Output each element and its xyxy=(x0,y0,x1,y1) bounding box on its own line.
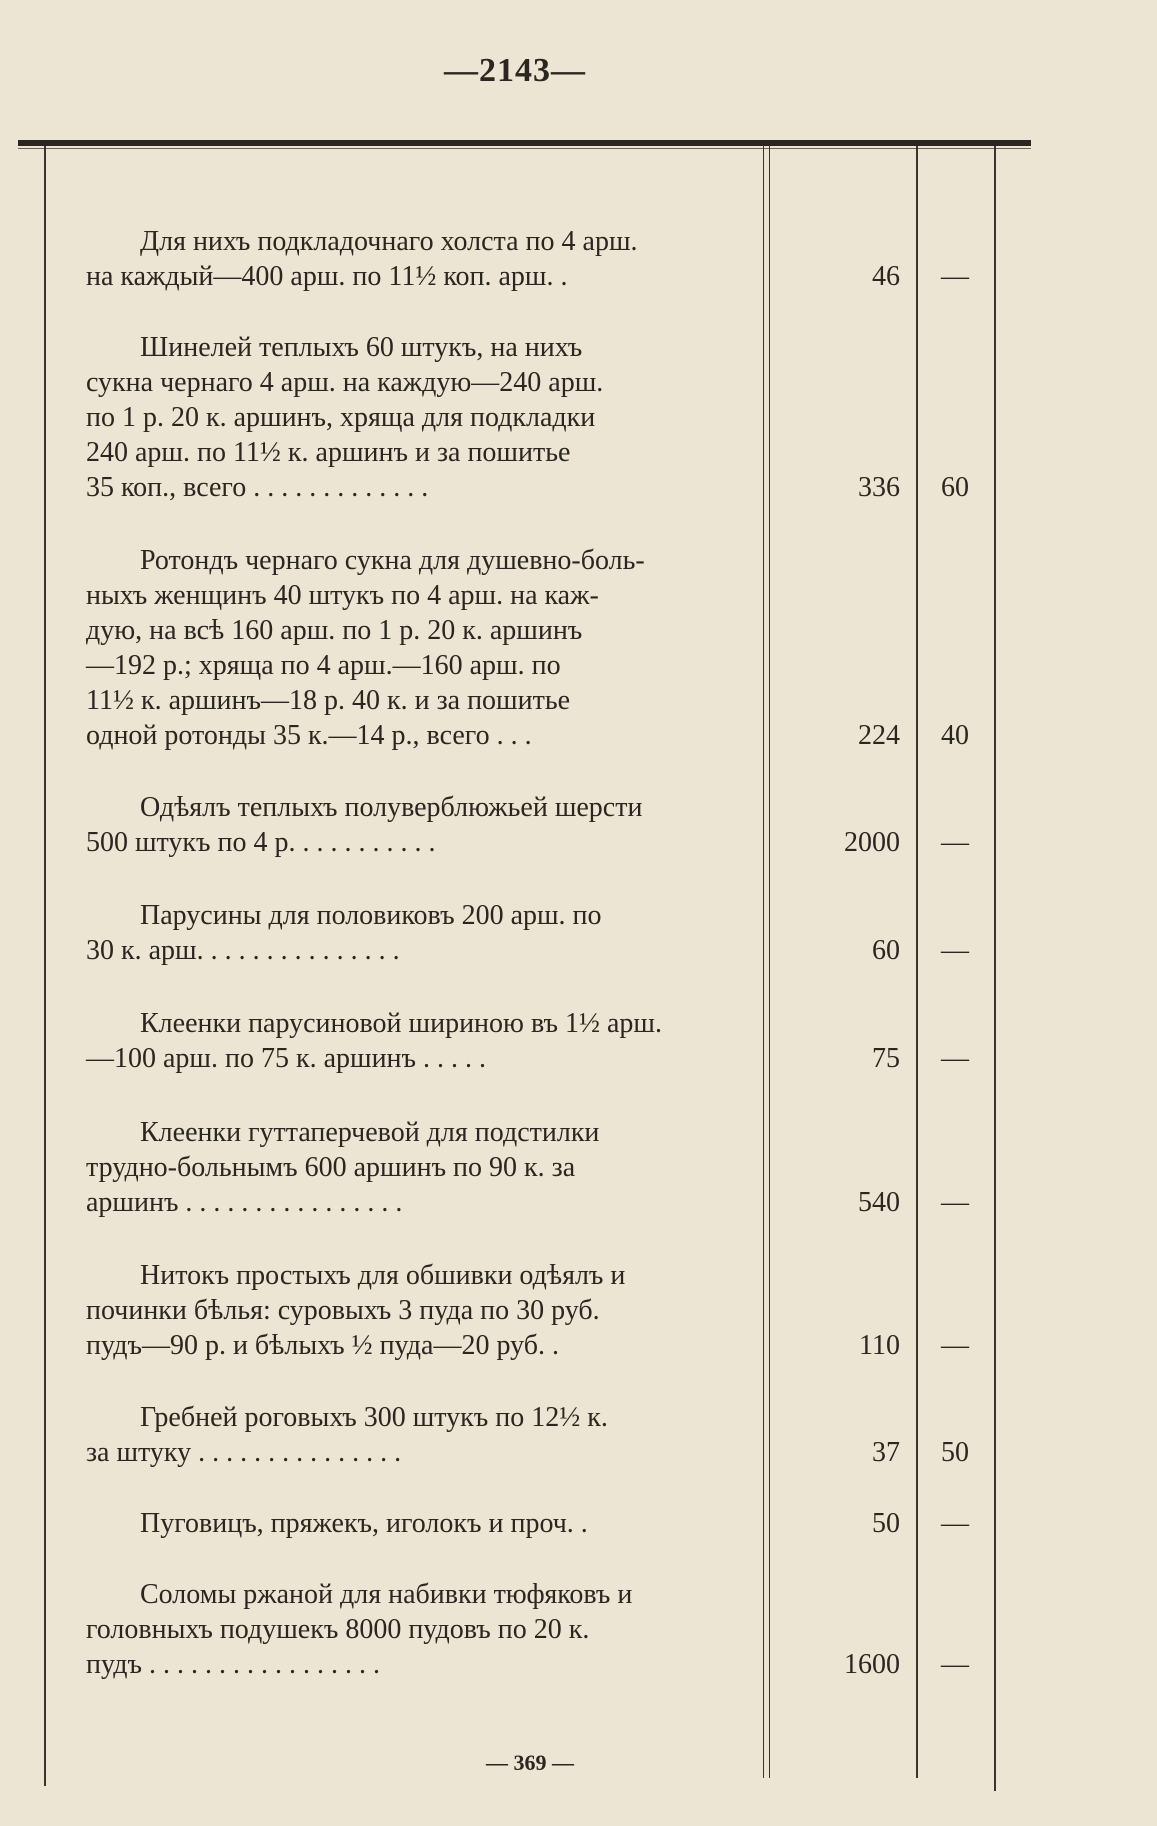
entry-line: головныхъ подушекъ 8000 пудовъ по 20 к. xyxy=(86,1614,590,1645)
entry-line: дую, на всѣ 160 арш. по 1 р. 20 к. аршинъ xyxy=(86,615,583,646)
entry-text xyxy=(86,1006,736,1076)
amount-kopecks: — xyxy=(941,1330,969,1361)
entry-line: по 1 р. 20 к. аршинъ, хряща для подкладки xyxy=(86,402,596,433)
left-border xyxy=(44,146,46,1786)
entry-text xyxy=(86,543,736,753)
entry-line: 500 штукъ по 4 р. . . . . . . . . . . xyxy=(86,827,436,858)
entry-line: Нитокъ простыхъ для обшивки одѣялъ и xyxy=(140,1260,626,1291)
amount-kopecks: — xyxy=(941,827,969,858)
entry-text xyxy=(86,1577,736,1682)
entry-line: починки бѣлья: суровыхъ 3 пуда по 30 руб. xyxy=(86,1295,600,1326)
top-rule xyxy=(18,140,1031,146)
entry-line: Парусины для половиковъ 200 арш. по xyxy=(140,900,602,931)
entry-line: Клеенки гуттаперчевой для подстилки xyxy=(140,1117,600,1148)
entry-line: одной ротонды 35 к.—14 р., всего . . . xyxy=(86,720,532,751)
column-divider-kop xyxy=(916,146,918,1778)
entry-line: на каждый—400 арш. по 11½ коп. арш. . xyxy=(86,261,568,292)
amount-kopecks: — xyxy=(941,1649,969,1680)
entry-text xyxy=(86,1115,736,1220)
entry-line: за штуку . . . . . . . . . . . . . . . xyxy=(86,1437,402,1468)
column-divider-rub-a xyxy=(763,146,764,1778)
entry-text xyxy=(86,224,736,294)
entry-line: Соломы ржаной для набивки тюфяковъ и xyxy=(140,1579,633,1610)
amount-rubles: 75 xyxy=(872,1043,900,1074)
amount-kopecks: — xyxy=(941,1043,969,1074)
amount-rubles: 50 xyxy=(872,1508,900,1539)
entry-line: пудъ . . . . . . . . . . . . . . . . . xyxy=(86,1649,380,1680)
page-number-bottom: — 369 — xyxy=(486,1750,574,1775)
entry-line: —100 арш. по 75 к. аршинъ . . . . . xyxy=(86,1043,487,1074)
entry-line: 35 коп., всего . . . . . . . . . . . . . xyxy=(86,472,429,503)
top-rule-thin xyxy=(18,148,1031,149)
amount-rubles: 1600 xyxy=(844,1649,900,1680)
entry-line: Одѣялъ теплыхъ полуверблюжьей шерсти xyxy=(140,792,643,823)
amount-rubles: 224 xyxy=(858,720,900,751)
amount-kopecks: — xyxy=(941,1508,969,1539)
entry-line: 30 к. арш. . . . . . . . . . . . . . . xyxy=(86,935,400,966)
amount-rubles: 540 xyxy=(858,1187,900,1218)
right-border xyxy=(994,146,996,1791)
entry-line: Для нихъ подкладочнаго холста по 4 арш. xyxy=(140,226,638,257)
amount-rubles: 60 xyxy=(872,935,900,966)
entry-line: ныхъ женщинъ 40 штукъ по 4 арш. на каж- xyxy=(86,580,599,611)
entry-line: —192 р.; хряща по 4 арш.—160 арш. по xyxy=(86,650,561,681)
amount-kopecks: — xyxy=(941,935,969,966)
amount-kopecks: 50 xyxy=(941,1437,969,1468)
entry-line: Гребней роговыхъ 300 штукъ по 12½ к. xyxy=(140,1402,608,1433)
entry-line: 240 арш. по 11½ к. аршинъ и за пошитье xyxy=(86,437,571,468)
entry-line: сукна чернаго 4 арш. на каждую—240 арш. xyxy=(86,367,604,398)
entry-line: аршинъ . . . . . . . . . . . . . . . . xyxy=(86,1187,403,1218)
entry-line: Пуговицъ, пряжекъ, иголокъ и проч. . xyxy=(140,1508,588,1539)
amount-kopecks: — xyxy=(941,1187,969,1218)
entry-line: Ротондъ чернаго сукна для душевно-боль- xyxy=(140,545,645,576)
amount-kopecks: — xyxy=(941,261,969,292)
entry-line: Клеенки парусиновой шириною въ 1½ арш. xyxy=(140,1008,662,1039)
entry-line: 11½ к. аршинъ—18 р. 40 к. и за пошитье xyxy=(86,685,571,716)
amount-rubles: 110 xyxy=(859,1330,900,1361)
amount-kopecks: 40 xyxy=(941,720,969,751)
entry-text xyxy=(86,790,736,860)
page-number-top: —2143— xyxy=(444,52,586,89)
amount-kopecks: 60 xyxy=(941,472,969,503)
entry-text xyxy=(86,330,736,505)
entry-line: трудно-больнымъ 600 аршинъ по 90 к. за xyxy=(86,1152,576,1183)
entry-text xyxy=(86,1506,736,1541)
entry-text xyxy=(86,898,736,968)
amount-rubles: 46 xyxy=(872,261,900,292)
entry-line: Шинелей теплыхъ 60 штукъ, на нихъ xyxy=(140,332,583,363)
amount-rubles: 2000 xyxy=(844,827,900,858)
amount-rubles: 37 xyxy=(872,1437,900,1468)
amount-rubles: 336 xyxy=(858,472,900,503)
entry-line: пудъ—90 р. и бѣлыхъ ½ пуда—20 руб. . xyxy=(86,1330,559,1361)
entry-text xyxy=(86,1258,736,1363)
entry-text xyxy=(86,1400,736,1470)
